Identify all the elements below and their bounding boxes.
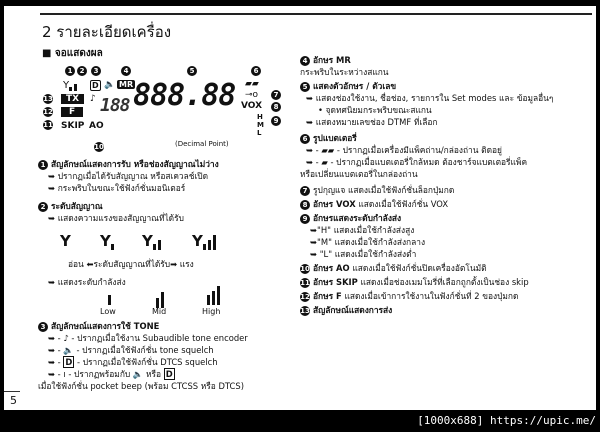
- item-5: 5 แสดงตัวอักษร / ตัวเลข ➥ แสดงช่องใช้งาน, ชื่อช่อง, รายการใน Set modes และ ข้อมูลอื่นๆ • จุดทศนิยมกระพริบขณะสแกน ➥ แสดงหมายเลขช่อง DTMF ที่เลือก: [300, 80, 553, 128]
- skip-indicator: SKIP: [61, 121, 85, 131]
- item-7: 7 รูปกุญแจ แสดงเมื่อใช้ฟังก์ชั่นล็อกปุ่มกด: [300, 184, 454, 196]
- power-letters: H M L: [257, 113, 264, 137]
- antenna-icon: Y: [63, 80, 79, 91]
- watermark: [1000x688] https://upic.me/: [417, 414, 596, 427]
- manual-page: 2 รายละเอียดเครื่อง ■ จอแสดงผล 1 2 3 4 5 6 7 8 9 10 11 12 13 Y D 🔈 MR TX ♪ F SKIP AO 188 888.88 ▰▰ ⊸o VOX H M L (Decimal Point) 1 สัญลักษณ์แสดงการรับ หรือช่องสัญญาณไม่ว่าง ➥ ปรากฏเมื่อได้รับสัญญาณ หรือสเควลช์เปิด ➥ กระพริบในขณะใช้ฟังก์ชั่นมอนิเตอร์ 2 ระดับสัญญาณ ➥ แสดงความแรงของสัญญาณที่ได้รับ Y Y Y Y อ่อน ⬅ระดับสัญญาณที่ได้รับ➡ แรง ➥ แสดงระดับกำลังส่ง Low Mid High 3 สัญลักษณ์แสดงการใช้ TONE ➥ - ♪ - ปรากฏเมื่อใช้งาน Subaudible tone encoder ➥ - 🔈 - ปรากฏเมื่อใช้ฟังก์ชั่น tone squelch ➥ - D - ปรากฏเมื่อใช้ฟังก์ชั่น DTCS squelch ➥ - ı - ปรากฏพร้อมกับ 🔈 หรือ D เมื่อใช้ฟังก์ชั่น pocket beep (พร้อม CTCSS หรือ DTCS) 4 อักษร MR กระพริบในระหว่างสแกน 5 แสดงตัวอักษร / ตัวเลข ➥ แสดงช่องใช้งาน, ชื่อช่อง, รายการใน Set modes และ ข้อมูลอื่นๆ • จุดทศนิยมกระพริบขณะสแกน ➥ แสดงหมายเลขช่อง DTMF ที่เลือก 6 รูปแบตเตอรี่ ➥ - ▰▰ - ปรากฏเมื่อเครื่องมีแพ็คถ่าน/กล่องถ่าน ติดอยู่ ➥ - ▰ - ปรากฏเมื่อแบตเตอรี่ใกล้หมด ต้องชาร์จแบตเตอรี่แพ็ค หรือเปลี่ยนแบตเตอรี่ในกล่องถ่าน 7 รูปกุญแจ แสดงเมื่อใช้ฟังก์ชั่นล็อกปุ่มกด 8 อักษร VOX แสดงเมื่อใช้ฟังก์ชั่น VOX 9 อักษรแสดงระดับกำลังส่ง ➥"H" แสดงเมื่อใช้กำลังส่งสูง ➥"M" แสดงเมื่อใช้กำลังส่งกลาง ➥ "L" แสดงเมื่อใช้กำลังส่งต่ำ 10 อักษร AO แสดงเมื่อใช้ฟังก์ชั่นปิดเครื่องอัตโนมัติ 11 อักษร SKIP แสดงเมื่อช่องเมมโมรี่ที่เลือกถูกตั้งเป็นช่อง skip 12 อักษร F แสดงเมื่อเข้าการใช้งานในฟังก์ชั่นที่ 2 ของปุ่มกด 13 สัญลักษณ์แสดงการส่ง 5: [4, 6, 596, 410]
- page-title: 2 รายละเอียดเครื่อง: [42, 23, 172, 41]
- item-1: 1 สัญลักษณ์แสดงการรับ หรือช่องสัญญาณไม่ว่าง ➥ ปรากฏเมื่อได้รับสัญญาณ หรือสเควลช์เปิด ➥ กระพริบในขณะใช้ฟังก์ชั่นมอนิเตอร์: [38, 158, 219, 194]
- item-13: 13 สัญลักษณ์แสดงการส่ง: [300, 305, 393, 315]
- f-indicator: F: [61, 107, 83, 117]
- decimal-point-label: (Decimal Point): [175, 140, 229, 148]
- mr-indicator: MR: [119, 80, 134, 89]
- power-high: High: [202, 307, 221, 316]
- item-12: 12 อักษร F แสดงเมื่อเข้าการใช้งานในฟังก์ชั่นที่ 2 ของปุ่มกด: [300, 291, 519, 301]
- page-number: 5: [10, 394, 17, 407]
- page-number-rule: [4, 391, 20, 392]
- item-4: 4 อักษร MR กระพริบในระหว่างสแกน: [300, 55, 389, 77]
- note-icon: ♪: [90, 94, 96, 104]
- ao-indicator: AO: [89, 121, 104, 131]
- item-9: 9 อักษรแสดงระดับกำลังส่ง ➥"H" แสดงเมื่อใช้กำลังส่งสูง ➥"M" แสดงเมื่อใช้กำลังส่งกลาง ➥ "L" แสดงเมื่อใช้กำลังส่งต่ำ: [300, 212, 425, 260]
- item-8: 8 อักษร VOX แสดงเมื่อใช้ฟังก์ชั่น VOX: [300, 198, 448, 210]
- section-heading: ■ จอแสดงผล: [42, 48, 103, 59]
- power-level-line: ➥ แสดงระดับกำลังส่ง: [48, 277, 126, 287]
- item-2: 2 ระดับสัญญาณ ➥ แสดงความแรงของสัญญาณที่ได้รับ: [38, 200, 184, 224]
- item-10: 10 อักษร AO แสดงเมื่อใช้ฟังก์ชั่นปิดเครื่องอัตโนมัติ: [300, 263, 487, 273]
- battery-icon: ▰▰: [245, 79, 259, 89]
- item-11: 11 อักษร SKIP แสดงเมื่อช่องเมมโมรี่ที่เลือกถูกตั้งเป็นช่อง skip: [300, 277, 529, 287]
- tx-indicator: TX: [61, 94, 84, 104]
- main-digits: 888.88: [133, 78, 236, 113]
- item-3: 3 สัญลักษณ์แสดงการใช้ TONE ➥ - ♪ - ปรากฏเมื่อใช้งาน Subaudible tone encoder ➥ - 🔈 - ปรากฏเมื่อใช้ฟังก์ชั่น tone squelch ➥ - D - ปรากฏเมื่อใช้ฟังก์ชั่น DTCS squelch ➥ - ı - ปรากฏพร้อมกับ 🔈 หรือ D เมื่อใช้ฟังก์ชั่น pocket beep (พร้อม CTCSS หรือ DTCS): [38, 321, 248, 391]
- speaker-icon: 🔈: [104, 80, 116, 90]
- dtcs-d-icon: D: [92, 81, 99, 90]
- header-rule: [40, 13, 592, 15]
- vox-indicator: VOX: [241, 101, 263, 111]
- lcd-diagram: 1 2 3 4 5 6 7 8 9 10 11 12 13 Y D 🔈 MR TX ♪ F SKIP AO 188 888.88 ▰▰ ⊸o VOX H M L (Decimal Point): [59, 66, 274, 136]
- power-mid: Mid: [152, 307, 167, 316]
- key-icon: ⊸o: [245, 90, 259, 100]
- power-low: Low: [100, 307, 116, 316]
- small-digits: 188: [100, 95, 130, 116]
- item-6: 6 รูปแบตเตอรี่ ➥ - ▰▰ - ปรากฏเมื่อเครื่องมีแพ็คถ่าน/กล่องถ่าน ติดอยู่ ➥ - ▰ - ปรากฏเมื่อแบตเตอรี่ใกล้หมด ต้องชาร์จแบตเตอรี่แพ็ค หรือเปลี่ยนแบตเตอรี่ในกล่องถ่าน: [300, 133, 528, 179]
- signal-scale: อ่อน ⬅ระดับสัญญาณที่ได้รับ➡ แรง: [68, 259, 194, 269]
